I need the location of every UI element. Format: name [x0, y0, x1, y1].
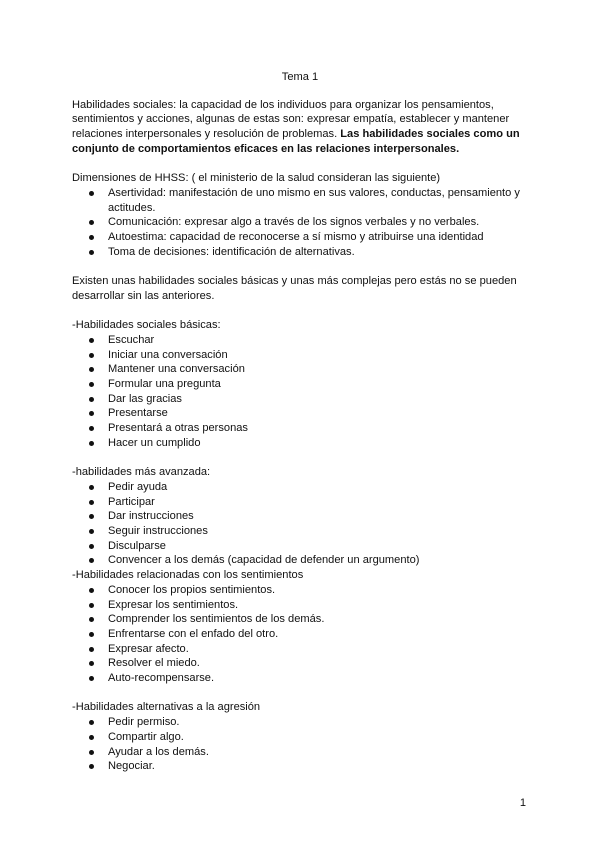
list-item: Formular una pregunta	[72, 377, 528, 392]
list-item: Dar instrucciones	[72, 509, 528, 524]
list-item: Participar	[72, 495, 528, 510]
list-item: Escuchar	[72, 333, 528, 348]
aggression-skills-heading: -Habilidades alternativas a la agresión	[72, 701, 261, 714]
intro-paragraph	[72, 98, 528, 157]
list-item: Presentará a otras personas	[72, 421, 528, 436]
list-item: Comunicación: expresar algo a través de los signos verbales y no verbales.	[72, 215, 528, 230]
feelings-skills-list	[72, 583, 528, 686]
dimensions-heading: Dimensiones de HHSS: ( el ministerio de la salud consideran las siguiente)	[72, 172, 441, 185]
feelings-skills-heading: -Habilidades relacionadas con los sentimientos	[72, 569, 304, 582]
intro-bold-text: Las habilidades sociales como un conjunto de comportamientos eficaces en las relaciones interpersonales.	[72, 128, 520, 155]
page-number: 1	[519, 797, 526, 809]
list-item: Negociar.	[72, 759, 528, 774]
list-item: Pedir ayuda	[72, 480, 528, 495]
list-item: Seguir instrucciones	[72, 524, 528, 539]
intro-text: Habilidades sociales: la capacidad de los individuos para organizar los pensamientos, sentimientos y acciones, algunas de estas son: expresar empatía, establecer y mantener relaciones interpersonales y resolución de problemas.	[72, 98, 510, 141]
dimensions-list	[72, 186, 528, 260]
list-item: Hacer un cumplido	[72, 436, 528, 451]
list-item: Ayudar a los demás.	[72, 745, 528, 760]
list-item: Disculparse	[72, 539, 528, 554]
basic-skills-heading: -Habilidades sociales básicas:	[72, 319, 221, 332]
list-item: Auto-recompensarse.	[72, 671, 528, 686]
list-item: Enfrentarse con el enfado del otro.	[72, 627, 528, 642]
page-title: Tema 1	[281, 71, 319, 83]
list-item: Mantener una conversación	[72, 362, 528, 377]
list-item: Compartir algo.	[72, 730, 528, 745]
list-item: Comprender los sentimientos de los demás.	[72, 612, 528, 627]
aggression-skills-list	[72, 715, 528, 774]
list-item: Toma de decisiones: identificación de alternativas.	[72, 245, 528, 260]
list-item: Expresar los sentimientos.	[72, 598, 528, 613]
list-item: Iniciar una conversación	[72, 348, 528, 363]
list-item: Presentarse	[72, 406, 528, 421]
list-item: Conocer los propios sentimientos.	[72, 583, 528, 598]
list-item: Pedir permiso.	[72, 715, 528, 730]
list-item: Resolver el miedo.	[72, 656, 528, 671]
complex-note-paragraph: Existen unas habilidades sociales básicas y unas más complejas pero estás no se pueden desarrollar sin las anteriores.	[72, 275, 517, 302]
advanced-skills-heading: -habilidades más avanzada:	[72, 466, 211, 479]
list-item: Expresar afecto.	[72, 642, 528, 657]
advanced-skills-list	[72, 480, 528, 568]
list-item: Convencer a los demás (capacidad de defender un argumento)	[72, 553, 528, 568]
document-page	[72, 70, 528, 774]
list-item: Asertividad: manifestación de uno mismo en sus valores, conductas, pensamiento y actitudes.	[72, 186, 528, 215]
basic-skills-list	[72, 333, 528, 451]
list-item: Autoestima: capacidad de reconocerse a sí mismo y atribuirse una identidad	[72, 230, 528, 245]
list-item: Dar las gracias	[72, 392, 528, 407]
